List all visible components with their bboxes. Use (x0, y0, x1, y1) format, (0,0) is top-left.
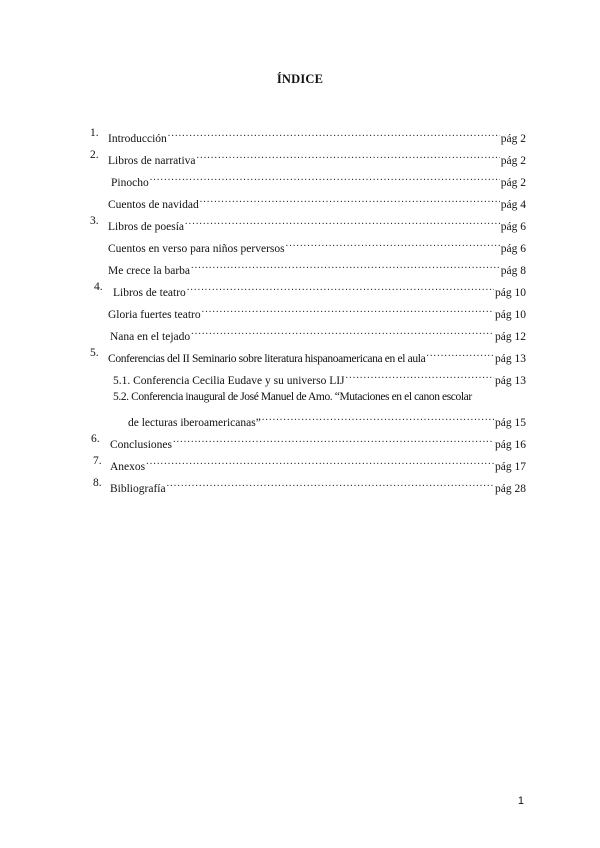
toc-entry-conclusiones (91, 430, 526, 451)
toc-leader (200, 190, 500, 208)
toc-label: Nana en el tejado (110, 331, 191, 343)
toc-leader (346, 366, 494, 384)
toc-page: pág 12 (495, 331, 526, 343)
toc-page: pág 4 (500, 199, 526, 211)
toc-label: Bibliografía (110, 483, 166, 495)
toc-page: pág 15 (495, 417, 526, 429)
toc-page: pág 13 (495, 375, 526, 387)
toc-label: Gloria fuertes teatro (108, 309, 201, 321)
toc-page: pág 28 (495, 483, 526, 495)
toc-label: de lecturas iberoamericanas” (128, 417, 261, 429)
toc-entry-narrativa (90, 146, 526, 167)
toc-label: Anexos (110, 461, 146, 473)
toc-number: 4. (94, 281, 103, 293)
toc-entry-conferencia-amo-line2 (128, 408, 526, 429)
toc-label: Cuentos en verso para niños perversos (108, 243, 285, 255)
toc-leader (150, 168, 500, 186)
toc-number: 8. (93, 477, 102, 489)
toc-label: Cuentos de navidad (108, 199, 199, 211)
toc-page: pág 10 (495, 309, 526, 321)
toc-label: Conferencias del II Seminario sobre literatura hispanoamericana en el aula (108, 353, 426, 365)
toc-leader (202, 300, 494, 318)
toc-page: pág 16 (495, 439, 526, 451)
page-number: 1 (517, 795, 524, 807)
toc-label: Libros de narrativa (108, 155, 196, 167)
toc-leader (187, 278, 494, 296)
toc-page: pág 8 (500, 265, 526, 277)
toc-page: pág 2 (500, 155, 526, 167)
toc-entry-conferencia-eudave (113, 366, 526, 387)
toc-entry-pinocho (111, 168, 526, 189)
toc-leader (197, 146, 500, 164)
toc-leader (185, 212, 500, 230)
toc-page: pág 6 (500, 221, 526, 233)
toc-leader (286, 234, 500, 252)
toc-leader (173, 430, 494, 448)
toc-page: pág 17 (495, 461, 526, 473)
page-title: ÍNDICE (276, 72, 324, 86)
toc-entry-cuentos-navidad (108, 190, 526, 211)
toc-entry-conferencias (90, 344, 526, 365)
toc-leader (191, 256, 500, 274)
toc-page: pág 6 (500, 243, 526, 255)
toc-entry-teatro (94, 278, 526, 299)
toc-entry-anexos (93, 452, 526, 473)
toc-leader (191, 322, 494, 340)
toc-label: Conclusiones (110, 439, 172, 451)
toc-page: pág 13 (495, 353, 526, 365)
toc-entry-cuentos-verso (108, 234, 526, 255)
toc-page: pág 2 (500, 133, 526, 145)
toc-number: 3. (90, 215, 99, 227)
toc-leader (262, 408, 494, 426)
toc-leader (167, 474, 494, 492)
toc-number: 7. (93, 455, 102, 467)
toc-label: Introducción (108, 133, 167, 145)
toc-label: Libros de poesía (108, 221, 185, 233)
toc-number: 2. (90, 149, 99, 161)
toc-entry-me-crece-la-barba (108, 256, 526, 277)
toc-entry-introduccion (90, 124, 526, 145)
toc-label: Libros de teatro (113, 287, 186, 299)
toc-page: pág 2 (500, 177, 526, 189)
toc-entry-gloria-fuertes (108, 300, 526, 321)
toc-entry-conferencia-amo-line1: 5.2. Conferencia inaugural de José Manuel de Amo. “Mutaciones en el canon escolar (113, 391, 472, 403)
toc-entry-nana-tejado (110, 322, 526, 343)
toc-entry-bibliografia (93, 474, 526, 495)
toc-leader (168, 124, 500, 142)
toc-label: 5.1. Conferencia Cecilia Eudave y su universo LIJ (113, 375, 345, 387)
toc-number: 6. (91, 433, 100, 445)
toc-number: 5. (90, 347, 99, 359)
toc-label: Pinocho (111, 177, 149, 189)
toc-number: 1. (90, 127, 99, 139)
toc-leader (426, 344, 494, 362)
toc-page: pág 10 (495, 287, 526, 299)
toc-label: Me crece la barba (108, 265, 191, 277)
toc-entry-poesia (90, 212, 526, 233)
toc-leader (146, 452, 494, 470)
